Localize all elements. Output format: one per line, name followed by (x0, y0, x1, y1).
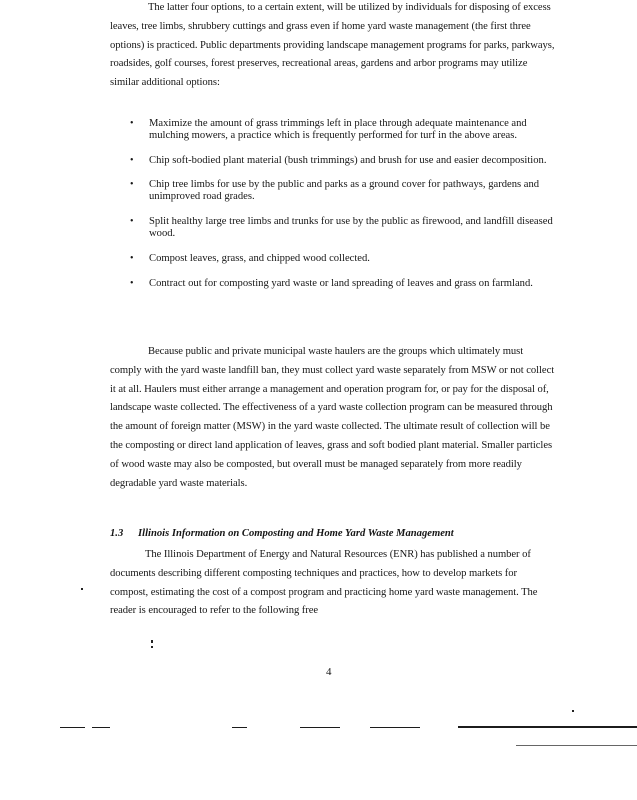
scan-speck (151, 646, 153, 648)
bullet-icon: • (130, 118, 134, 129)
bullet-icon: • (130, 216, 134, 228)
page-number: 4 (326, 666, 332, 678)
scan-edge-line (300, 727, 340, 728)
scan-edge-line (92, 727, 110, 728)
bullet-icon: • (130, 154, 134, 166)
scan-speck (151, 640, 153, 643)
list-item (130, 253, 560, 265)
list-item (130, 155, 560, 167)
scan-edge-line (458, 726, 637, 728)
bullet-icon: • (130, 277, 134, 289)
bullet-icon: • (130, 179, 134, 191)
scan-speck (572, 710, 574, 712)
scan-edge-line (60, 727, 85, 728)
list-item (130, 118, 560, 141)
scan-speck (81, 588, 83, 590)
list-item (130, 179, 560, 202)
list-item (130, 278, 560, 290)
paragraph-waste-haulers: Because public and private municipal waste haulers are the groups which ultimately must comply with the yard waste landfill ban, they must collect yard waste separately from MSW or not collect it at all. Haulers must either arrange a management and operation program for, or pay for the disposal of, landscape waste collected. The effectiveness of a yard waste collection program can be measured through the amount of foreign matter (MSW) in the yard waste collected. The ultimate result of collection will be the composting or direct land application of leaves, grass and soft bodied plant material. Smaller particles of wood waste may also be composted, but overall must be managed separately from more readily degradable yard waste materials. (110, 346, 555, 489)
list-item (130, 216, 560, 239)
section-heading (110, 527, 570, 541)
options-bullet-list (130, 118, 560, 302)
paragraph-enr-documents: The Illinois Department of Energy and Natural Resources (ENR) has published a number of documents describing different composting techniques and practices, how to develop markets for compost, estimating the cost of a compost program and practicing home yard waste management. The reader is encouraged to refer to the following free (110, 549, 538, 617)
paragraph-options-intro: The latter four options, to a certain extent, will be utilized by individuals for disposing of excess leaves, tree limbs, shrubbery cuttings and grass even if home yard waste management (the first three options) is practiced. Public departments providing landscape management programs for parks, parkways, roadsides, golf courses, forest preserves, recreational areas, gardens and arbor programs may utilize similar additional options: (110, 2, 555, 89)
scan-edge-line (232, 727, 247, 728)
list-item-text: Compost leaves, grass, and chipped wood collected. (149, 252, 370, 264)
list-item-text: Chip soft-bodied plant material (bush trimmings) and brush for use and easier decomposition. (149, 154, 547, 166)
list-item-text: Chip tree limbs for use by the public and parks as a ground cover for pathways, gardens and unimproved road grades. (149, 179, 540, 203)
scan-edge-line (516, 745, 637, 746)
list-item-text: Maximize the amount of grass trimmings left in place through adequate maintenance and mulching mowers, a practice which is frequently performed for turf in the above areas. (149, 118, 527, 141)
list-item-text: Contract out for composting yard waste or land spreading of leaves and grass on farmland. (149, 277, 533, 289)
list-item-text: Split healthy large tree limbs and trunks for use by the public as firewood, and landfill diseased wood. (149, 216, 553, 239)
bullet-icon: • (130, 252, 134, 264)
section-number: 1.3 (110, 528, 124, 539)
section-title: Illinois Information on Composting and Home Yard Waste Management (138, 528, 454, 539)
scan-edge-line (370, 727, 420, 728)
